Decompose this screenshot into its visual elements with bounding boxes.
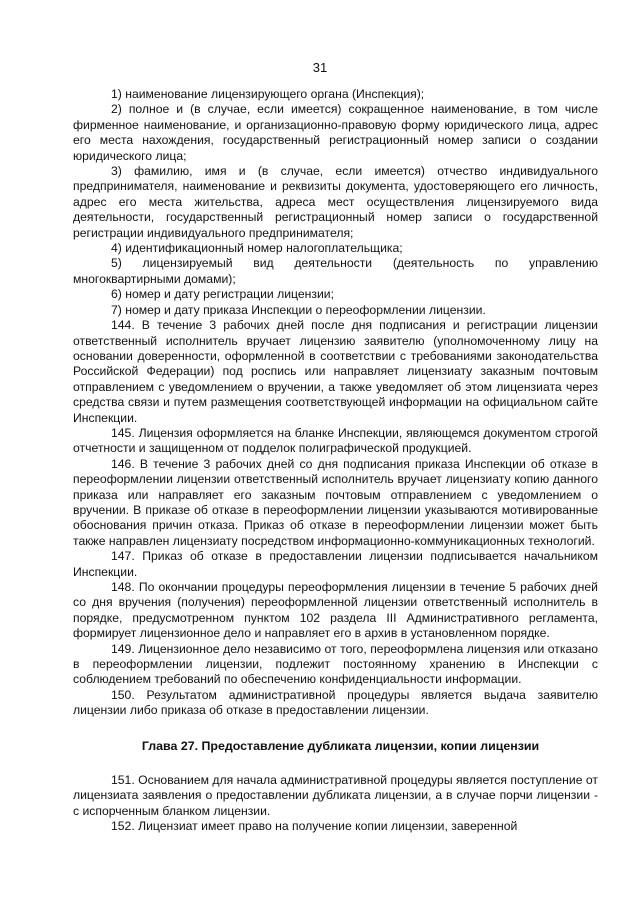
paragraph-145: 145. Лицензия оформляется на бланке Инспекции, являющемся документом строгой отчетности и защищенном от подделок полиграфической продукцией. — [73, 425, 598, 456]
list-item: 3) фамилию, имя и (в случае, если имеется) отчество индивидуального предпринимателя, наименование и реквизиты документа, удостоверяющего его личность, адрес его места жительства, адреса мест осуществления лицензируемого вида деятельности, государственный регистрационный номер записи о государственной регистрации индивидуального предпринимателя; — [73, 164, 598, 240]
paragraph-144: 144. В течение 3 рабочих дней после дня подписания и регистрации лицензии ответственный исполнитель вручает лицензию заявителю (уполномоченному лицу на основании доверенности, оформленной в соответствии с требованиями законодательства Российской Федерации) под роспись или направляет лицензиату заказным почтовым отправлением с уведомлением о вручении, а также уведомляет об этом лицензиата через средства связи и путем размещения соответствующей информации на официальном сайте Инспекции. — [73, 318, 598, 425]
list-item: 6) номер и дату регистрации лицензии; — [111, 287, 334, 302]
list-item: 7) номер и дату приказа Инспекции о переоформлении лицензии. — [111, 302, 486, 317]
page-number: 31 — [312, 60, 328, 75]
list-item: 4) идентификационный номер налогоплательщика; — [111, 241, 403, 256]
list-item: 2) полное и (в случае, если имеется) сокращенное наименование, в том числе фирменное наименование, и организационно-правовую форму юридического лица, адрес его места нахождения, государственный регистрационный номер записи о создании юридического лица; — [73, 102, 598, 163]
paragraph-146: 146. В течение 3 рабочих дней со дня подписания приказа Инспекции об отказе в переоформлении лицензии ответственный исполнитель вручает лицензиату копию данного приказа или направляет его заказным почтовым отправлением с уведомлением о вручении. В приказе об отказе в переоформлении лицензии указываются мотивированные обоснования причин отказа. Приказ об отказе в переоформлении лицензии может быть также направлен лицензиату посредством информационно-коммуникационных технологий. — [73, 456, 598, 548]
paragraph-147: 147. Приказ об отказе в предоставлении лицензии подписывается начальником Инспекции. — [73, 549, 598, 579]
list-item: 1) наименование лицензирующего органа (Инспекция); — [111, 87, 425, 101]
paragraph-148: 148. По окончании процедуры переоформления лицензии в течение 5 рабочих дней со дня вручения (получения) переоформленной лицензии ответственный исполнитель в порядке, предусмотренном пунктом 102 раздела III Административного регламента, формирует лицензионное дело и направляет его в архив в установленном порядке. — [73, 580, 598, 641]
document-body — [73, 87, 598, 835]
paragraph-149: 149. Лицензионное дело независимо от того, переоформлена лицензия или отказано в переоформлении лицензии, подлежит постоянному хранению в Инспекции с соблюдением требований по обеспечению конфиденциальности информации. — [73, 641, 598, 687]
paragraph-150: 150. Результатом административной процедуры является выдача заявителю лицензии либо приказа об отказе в предоставлении лицензии. — [73, 687, 598, 718]
paragraph-151: 151. Основанием для начала административной процедуры является поступление от лицензиата заявления о предоставлении дубликата лицензии, а в случае порчи лицензии - с испорченным бланком лицензии. — [73, 773, 598, 818]
chapter-heading: Глава 27. Предоставление дубликата лицензии, копии лицензии — [141, 738, 540, 753]
paragraph-152: 152. Лицензиат имеет право на получение копии лицензии, заверенной — [111, 819, 518, 834]
list-item: 5) лицензируемый вид деятельности (деятельность по управлению многоквартирными домами); — [73, 256, 598, 286]
